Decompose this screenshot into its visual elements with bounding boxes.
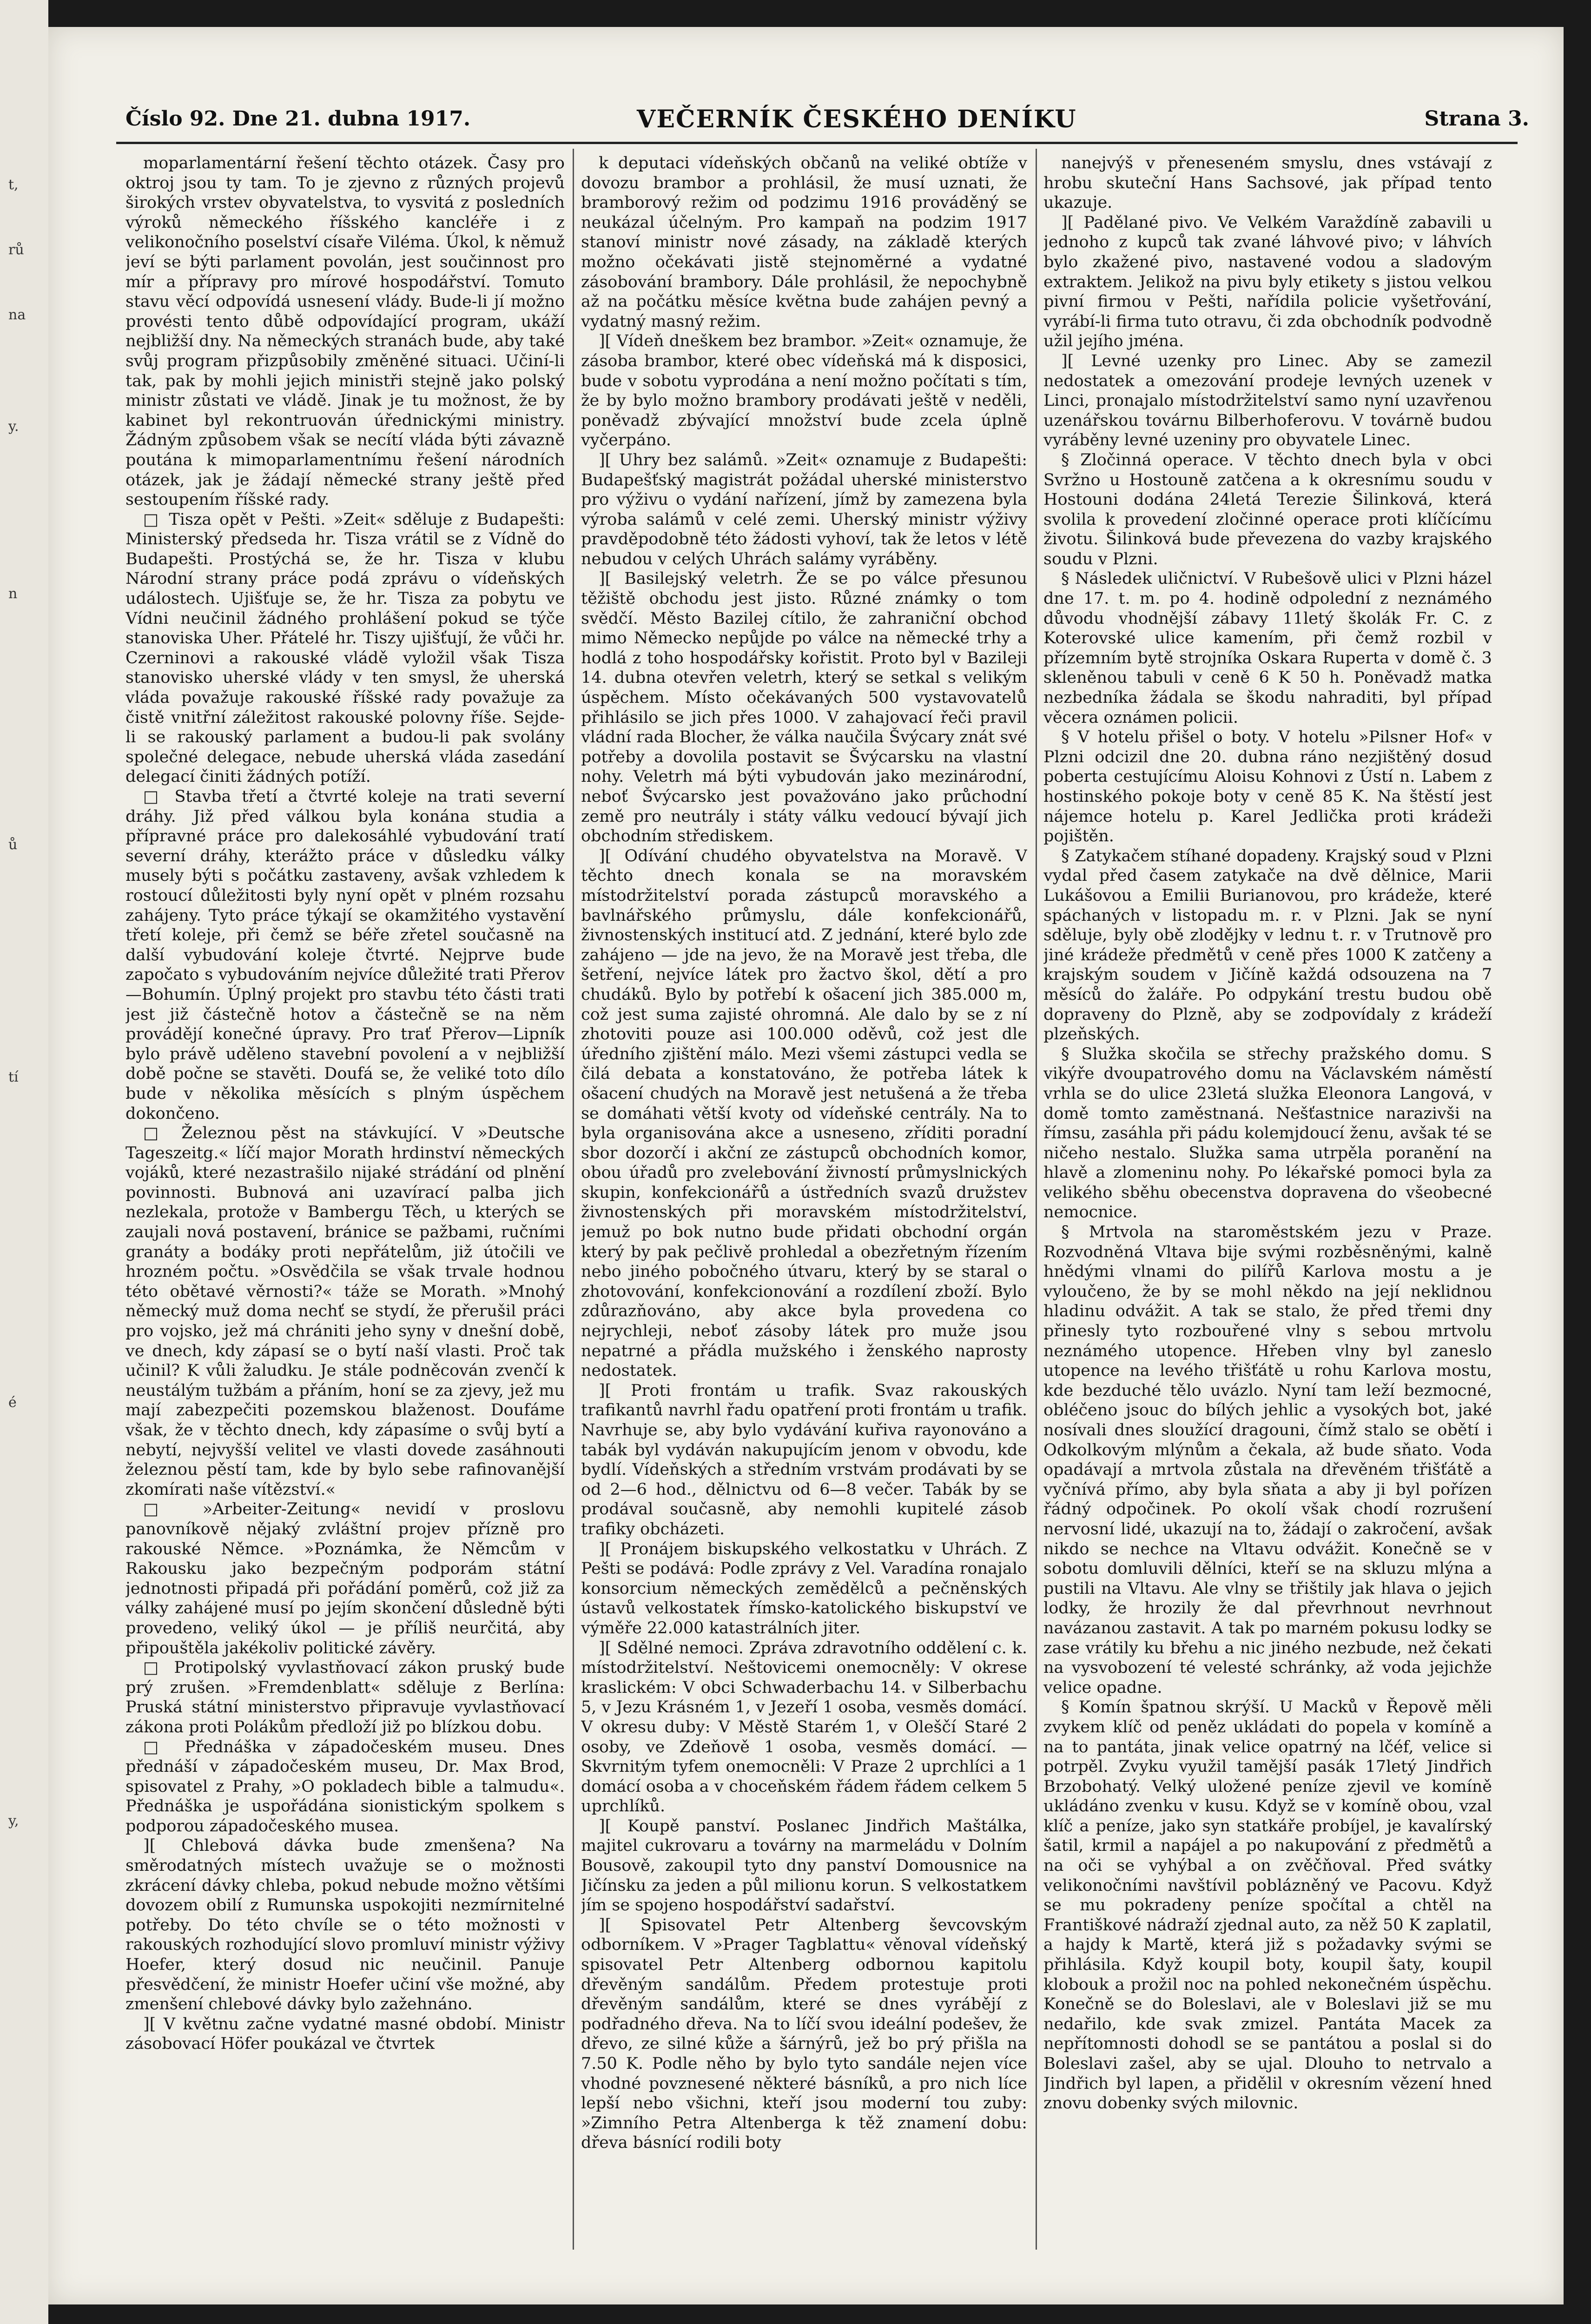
article-paragraph: § Zločinná operace. V těchto dnech byla v obci Svržno u Hostouně zatčena a k okresnímu soudu v Hostouni dodána 24letá Terezie Šilinková, která svolila k provedení zločinné operace proti klíčícímu životu. Šilinková bude převezena do vazby krajského soudu v Plzni. — [1043, 450, 1492, 568]
article-paragraph: § Komín špatnou skrýší. U Macků v Řepově měli zvykem klíč od peněz ukládati do popela v komíně a na to pantáta, jinak velice opatrný na lčéf, velice si potrpěl. Zvyku využil tamější pasák 17letý Jindřich Brzobohatý. Velký uložené peníze zjevil ve komíně ukládáno zvenku v kusu. Když se v komíně obou, vzal klíč a peníze, jako syn statkáře probíjel, je kavalírský šatil, krmil a napájel a po nakupování z předmětů a na oči se vyhýbal a on zvěčňoval. Před svátky velikonočními navštívil poblázněný ve Pacovu. Když se mu pokradeny peníze spočítal a chtěl na Františkové nádraží zjednal auto, za něž 50 K zaplatil, a hajdy k Martě, která již s požadavky svými se přihlásila. Když koupil boty, koupil šaty, koupil klobouk a prožil noc na pohled nekonečném úspěchu. Konečně se do Boleslavi, ale v Boleslavi již se mu nedařilo, kde svak zmizel. Pantáta Macek za nepřítomnosti dohodl se se pantátou a poslal si do Boleslavi zašel, aby se ujal. Dlouho to netrvalo a Jindřich byl lapen, a přidělil v okresním vězení hned znovu dobenky svých milovnic. — [1043, 1698, 1492, 2113]
article-paragraph: ][ Uhry bez salámů. »Zeit« oznamuje z Budapešti: Budapešťský magistrát požádal uherské ministerstvo pro výživu o vydání nařízení, jímž by zamezena byla výroba salámů v celé zemi. Uherský ministr výživy pravděpodobně této žádosti vyhoví, tak že letos v létě nebudou v celých Uhrách salámy vyráběny. — [581, 450, 1027, 568]
article-paragraph: □ Protipolský vyvlastňovací zákon pruský bude prý zrušen. »Fremdenblatt« sděluje z Berlína: Pruská státní ministerstvo připravuje vyvlastňovací zákona proti Polákům předloží již po blízkou dobu. — [125, 1658, 565, 1736]
article-paragraph: § Následek uličnictví. V Rubešově ulici v Plzni házel dne 17. t. m. po 4. hodině odpolední z neznámého důvodu vhodnější zábavy 11letý školák Fr. C. z Koterovské ulice kamením, při čemž rozbil v přízemním bytě strojníka Oskara Ruperta v domě č. 3 skleněnou tabuli v ceně 6 K 50 h. Poněvadž matka nezbedníka žádala se škodu nahraditi, byl případ věcera oznámen policii. — [1043, 569, 1492, 727]
article-paragraph: ][ Chlebová dávka bude zmenšena? Na směrodatných místech uvažuje se o možnosti zkrácení dávky chleba, pokud nebude možno většími dovozem obilí z Rumunska uspokojiti nezmírnitelné potřeby. Do této chvíle se o této možnosti v rakouských rozhodující slovo promluví ministr výživy Hoefer, který dosud nic neučinil. Panuje přesvědčení, že ministr Hoefer učiní vše možné, aby zmenšení chlebové dávky bylo zažehnáno. — [125, 1836, 565, 2014]
column-3 — [1043, 153, 1492, 2254]
article-paragraph: ][ Basilejský veletrh. Že se po válce přesunou těžiště obchodu jest jisto. Různé známky o tom svědčí. Město Bazilej cítilo, že zahraniční obchod mimo Německo nepůjde po válce na německé trhy a hodlá z toho hospodářsky kořistit. Proto byl v Bazileji 14. dubna otevřen veletrh, který se setkal s velikým úspěchem. Místo očekávaných 500 vystavovatelů přihlásilo se jich přes 1000. V zahajovací řeči pravil vládní rada Blocher, že válka naučila Švýcary znát své potřeby a dovolila postavit se Švýcarsku na vlastní nohy. Veletrh má býti vybudován jako mezinárodní, neboť Švýcarsko jest považováno jako průchodní země pro neutrály i státy válku vedoucí bývají jich obchodním střediskem. — [581, 569, 1027, 846]
article-paragraph: ][ Vídeň dneškem bez brambor. »Zeit« oznamuje, že zásoba brambor, které obec vídeňská má k disposici, bude v sobotu vyprodána a není možno počítati s tím, že by bylo možno brambory prodávati ještě v neděli, poněvadž zbývající množství bude zcela úplně vyčerpáno. — [581, 332, 1027, 450]
article-paragraph: □ »Arbeiter-Zeitung« nevidí v proslovu panovníkově nějaký zvláštní projev přízně pro rakouské Němce. »Poznámka, že Němcům v Rakousku jako bezpečným podporám státní jednotnosti připadá při pořádání poměrů, což již za války zahájené musí po jejím skončení důsledně býti provedeno, veliký úkol — je příliš neurčitá, aby připouštěla jakékoliv politické závěry. — [125, 1500, 565, 1657]
column-divider — [573, 149, 574, 2250]
article-paragraph: ][ Proti frontám u trafik. Svaz rakouských trafikantů navrhl řadu opatření proti frontám u trafik. Navrhuje se, aby bylo vydávání kuřiva rayonováno a tabák byl vydáván nakupujícím jenom v obvodu, kde bydlí. Vídeňských a středním vrstvám prodávati by se od 2—6 hod., dělnictvu od 6—8 večer. Tabák by se prodával současně, aby nemohli kupitelé zásob trafiky obcházeti. — [581, 1381, 1027, 1538]
article-paragraph: ][ Levné uzenky pro Linec. Aby se zamezil nedostatek a omezování prodeje levných uzenek v Linci, pronajalo místodržitelství samo nyní uzavřenou uzenářskou továrnu Bilberhoferovu. V továrně budou vyráběny levné uzeniny pro obyvatele Linec. — [1043, 351, 1492, 450]
article-paragraph: k deputaci vídeňských občanů na veliké obtíže v dovozu brambor a prohlásil, že musí uznati, že bramborový režim od podzimu 1916 prováděný se neukázal účelným. Pro kampaň na podzim 1917 stanoví ministr nové zásady, na základě kterých možno očekávati jistě stejnoměrné a vydatné zásobování brambory. Dále prohlásil, že nepochybně až na počátku měsíce května bude zahájen pevný a vydatný masný režim. — [581, 154, 1027, 331]
column-divider — [1036, 149, 1037, 2250]
article-paragraph: nanejvýš v přeneseném smyslu, dnes vstávají z hrobu skuteční Hans Sachsové, jak případ tento ukazuje. — [1043, 154, 1492, 212]
article-paragraph: ][ Pronájem biskupského velkostatku v Uhrách. Z Pešti se podává: Podle zprávy z Vel. Varadína ronajalo konsorcium německých zemědělců a pečněnských ústavů velkostatek římsko-katolického biskupství ve výměře 22.000 katastrálních jiter. — [581, 1539, 1027, 1637]
article-paragraph: □ Železnou pěst na stávkující. V »Deutsche Tageszeitg.« líčí major Morath hrdinství německých vojáků, které nezastrašilo nijaké strádání od plnění povinnosti. Bubnová ani uzavírací palba jich nezlekala, protože v Bambergu Těch, u kterých se zaujali nová postavení, bránice se pažbami, ručními granáty a bodáky proti nepřátelům, již útočili ve hrozném počtu. »Osvědčila se však trvale hodnou této obětavé věrnosti?« táže se Morath. »Mnohý německý muž doma nechť se stydí, že přerušil práci pro vojsko, jež má chrániti jeho syny v dnešní době, ve dnech, kdy zápasí se o bytí naší vlasti. Proč tak učinil? K vůli žaludku. Je stále podněcován zvenčí k neustálým tužbám a přáním, honí se za zjevy, jež mu mají zabezpečiti pozemskou blaženost. Doufáme však, že v těchto dnech, kdy zápasíme o svůj bytí a nebytí, nejvyšší velitel ve vlasti dovede zasáhnouti železnou pěstí tam, kde by bylo sebe rafinovanější zkomírati naše vítězství.« — [125, 1124, 565, 1499]
page-number: Strana 3. — [1424, 107, 1529, 131]
article-paragraph: § V hotelu přišel o boty. V hotelu »Pilsner Hof« v Plzni odcizil dne 20. dubna ráno nezjištěný dosud poberta cestujícímu Aloisu Kohnovi z Ústí n. Labem z hostinského pokoje boty v ceně 85 K. Na štěstí jest nájemce hotelu p. Karel Jedlička proti krádeži pojištěn. — [1043, 728, 1492, 846]
article-paragraph: □ Stavba třetí a čtvrté koleje na trati severní dráhy. Již před válkou byla konána studia a přípravné práce pro dalekosáhlé vybudování tratí severní dráhy, kterážto práce v důsledku války musely býti s počátku zastaveny, avšak vzhledem k rostoucí důležitosti byly nyní opět v plném rozsahu zahájeny. Tyto práce týkají se okamžitého vystavění třetí koleje, při čemž se béře zřetel současně na další vybudování koleje čtvrté. Nejprve bude započato s vybudováním nejvíce důležité trati Přerov—Bohumín. Úplný projekt pro stavbu této části trati jest již částečně hotov a částečně se na něm provádějí konečné úpravy. Pro trať Přerov—Lipník bylo právě uděleno stavební povolení a v nejbližší době počne se stavěti. Doufá se, že veliké toto dílo bude v několika měsících s plným úspěchem dokončeno. — [125, 787, 565, 1123]
article-paragraph: § Zatykačem stíhané dopadeny. Krajský soud v Plzni vydal před časem zatykače na dvě dělnice, Marii Lukášovou a Emilii Burianovou, pro krádeže, které spáchaných v listopadu m. r. v Plzni. Jak se nyní sděluje, byly obě zlodějky v lednu t. r. v Trutnově pro jiné krádeže předmětů v ceně přes 1000 K zatčeny a krajským soudem v Jičíně každá odsouzena na 7 měsíců do žaláře. Po odpykání trestu budou obě dopraveny do Plzně, aby se zodpovídaly z krádeží plzeňských. — [1043, 846, 1492, 1044]
article-paragraph: ][ Padělané pivo. Ve Velkém Varaždíně zabavili u jednoho z kupců tak zvané láhvové pivo; v láhvích bylo zkažené pivo, nastavené vodou a sladovým extraktem. Jelikož na pivu byly etikety s jistou velkou pivní firmou v Pešti, nařídila policie vyšetřování, vyrábí-li firma tuto otravu, či zda obchodník podvodně užil jejího jména. — [1043, 213, 1492, 351]
article-paragraph: ][ Sdělné nemoci. Zpráva zdravotního oddělení c. k. místodržitelství. Neštovicemi onemocněly: V okrese kraslickém: V obci Schwaderbachu 14. v Silberbachu 5, v Jezu Krásném 1, v Jezeří 1 osoba, vesměs domácí. V okresu duby: V Městě Starém 1, v Oleščí Staré 2 osoby, ve Zdeňově 1 osoba, vesměs domácí. — Skvrnitým tyfem onemocněli: V Praze 2 uprchlíci a 1 domácí osoba a v choceňském řádem řádem celkem 5 uprchlíků. — [581, 1638, 1027, 1816]
article-paragraph: ][ Odívání chudého obyvatelstva na Moravě. V těchto dnech konala se na moravském místodržitelství porada zástupců moravského a bavlnářského průmyslu, dále konfekcionářů, živnostenských institucí atd. Z jednání, které bylo zde zahájeno — jde na jevo, že na Moravě jest třeba, dle šetření, nejvíce látek pro žactvo škol, dětí a pro chudáků. Bylo by potřebí k ošacení jich 385.000 m, což jest suma zajisté ohromná. Ale dalo by se z ní zhotoviti pouze asi 100.000 oděvů, což jest dle úředního zjištění málo. Mezi všemi zástupci vedla se čilá debata a konstatováno, že potřeba látek k ošacení chudých na Moravě jest netušená a že třeba se domáhati větší kvoty od vídeňské centrály. Na to byla organisována akce a usneseno, zříditi poradní sbor dozorčí i akční ze zástupců obchodních komor, obou úřadů pro zvelebování živností průmyslnických skupin, konfekcionářů a ústředních svazů družstev živnostenských při moravském místodržitelství, jemuž po bok nutno bude přidati obchodní orgán který by pak pečlivě prohledal a obezřetným řízením nebo jiného pobočného útvaru, který by se staral o zhotovování, konfekcionování a rozdílení zboží. Bylo zdůrazňováno, aby akce byla provedena co nejrychleji, neboť zásoby látek pro muže jsou nepatrné a přádla mužského i ženského naprosty nedostatek. — [581, 846, 1027, 1380]
article-paragraph: □ Přednáška v západočeském museu. Dnes přednáší v západočeském museu, Dr. Max Brod, spisovatel z Prahy, »O pokladech bible a talmudu«. Přednáška je uspořádána sionistickým spolkem s podporou západočeského musea. — [125, 1737, 565, 1835]
article-paragraph: § Služka skočila se střechy pražského domu. S vikýře dvoupatrového domu na Václavském náměstí vrhla se do ulice 23letá služka Eleonora Langová, v domě tomto zaměstnaná. Nešťastnice narazivši na římsu, zasáhla při pádu kolemjdoucí ženu, avšak té se ničeho nestalo. Služka sama utrpěla poranění na hlavě a zlomeninu nohy. Po lékařské pomoci byla za velikého sběhu obecenstva dopravena do všeobecné nemocnice. — [1043, 1044, 1492, 1222]
column-2 — [581, 153, 1027, 2254]
adjacent-page-strip: t, rů na y. n ů tí é y, — [0, 0, 48, 2324]
article-paragraph: ][ V květnu začne vydatné masné období. Ministr zásobovací Höfer poukázal ve čtvrtek — [125, 2014, 565, 2053]
article-paragraph: moparlamentární řešení těchto otázek. Časy pro oktroj jsou ty tam. To je zjevno z různých projevů širokých vrstev obyvatelstva, to vysvitá z posledních výroků německého říšského kancléře i z velikonočního poselství císaře Viléma. Úkol, k němuž jeví se býti parlament povolán, jest součinnost pro mír a přípravy pro mírové hospodářství. Tomuto stavu věcí odpovídá usnesení vlády. Bude-li jí možno provésti tento důbě odpovídající program, ukáží nejbližší dny. Na německých stranách bude, aby také svůj program přizpůsobily změněné situaci. Učiní-li tak, pak by mohli jejich ministři stejně jako polský ministr zůstati ve vládě. Jinak je tu možnost, že by kabinet byl rekontruován úřednickými ministry. Žádným způsobem však se necítí vláda býti závazně poutána k mimoparlamentnímu řešení národních otázek, jak je žádají německé strany ještě před sestoupením říšské rady. — [125, 154, 565, 509]
article-paragraph: § Mrtvola na staroměstském jezu v Praze. Rozvodněná Vltava bije svými rozběsněnými, kalně hnědými vlnami do pilířů Karlova mostu a je vyloučeno, že by se mohl někdo na její neklidnou hladinu odvážit. A tak se stalo, že před třemi dny přinesly tyto rozbouřené vlny s sebou mrtvolu neznámého utopence. Hřeben vlny byl zaneslo utopence na levého třišťátě u rohu Karlova mostu, kde bezduché tělo uvázlo. Nyní tam leží bezmocné, obléčeno jsouc do bílých jehlic a vysokých bot, jaké nosívali dnes sloužící dragouni, čímž stalo se obětí i Odkolkovým mlýnům a čekala, až bude sňato. Voda opadávají a mrtvola zůstala na dřevěném třišťátě a vyčnívá přímo, aby byla sňata a aby ji byl pořízen řádný odpočinek. Po okolí však chodí rozrušení nervosní lidé, ukazují na to, žádají o zakročení, avšak nikdo se nechce na Vltavu odvážit. Konečně se v sobotu domluvili dělníci, kteří se na skluzu mlýna a pustili na Vltavu. Ale vlny se třištily jak hlava o jejich lodky, že hrozily že dal převrhnout nevrhnout navázanou zastavit. A tak po marném pokusu lodky se zase vrátily ku břehu a nic jiného nezbude, než čekati na vysvobození té velesté schránky, až voda jejichže velice opadne. — [1043, 1223, 1492, 1697]
header-rule — [116, 142, 1518, 144]
issue-info: Číslo 92. Dne 21. dubna 1917. — [125, 107, 471, 131]
page-header — [70, 105, 1529, 139]
column-1 — [125, 153, 565, 2254]
masthead: VEČERNÍK ČESKÉHO DENÍKU — [637, 105, 1077, 133]
article-paragraph: ][ Spisovatel Petr Altenberg ševcovským odborníkem. V »Prager Tagblattu« věnoval vídeňský spisovatel Petr Altenberg odbornou kapitolu dřevěným sandálům. Předem protestuje proti dřevěným sandálům, které se dnes vyrábějí z podřadného dřeva. Na to líčí svou ideální podešev, že dřevo, ze silné kůže a šárnýrů, jež bo prý přišla na 7.50 K. Podle něho by bylo tyto sandále nejen více vhodné povznesené některé básníků, a pro nich líce lepší nebo všichni, kteří jsou moderní tou zuby: »Zimního Petra Altenberga k těž znamení dobu: dřeva básnící rodili boty — [581, 1915, 1027, 2152]
article-paragraph: ][ Koupě panství. Poslanec Jindřich Maštálka, majitel cukrovaru a továrny na marmeládu v Dolním Bousově, zakoupil tyto dny panství Domousnice na Jičínsku za jeden a půl milionu korun. S velkostatkem jím se spojeno hospodářství sadařství. — [581, 1816, 1027, 1915]
article-paragraph: □ Tisza opět v Pešti. »Zeit« sděluje z Budapešti: Ministerský předseda hr. Tisza vrátil se z Vídně do Budapešti. Prostýchá se, že hr. Tisza v klubu Národní strany práce podá zprávu o vídeňských událostech. Ujišťuje se, že hr. Tisza za pobytu ve Vídni neučinil žádného prohlášení pokud se týče stanoviska Uher. Přátelé hr. Tiszy ujišťují, že vůči hr. Czerninovi a rakouské vládě vyložil však Tisza stanovisko uherské vlády v ten smysl, že uherská vláda považuje rakouské říšské rady považuje za čistě vnitřní záležitost rakouské polovny říše. Sejde-li se rakouský parlament a budou-li pak svolány společné delegace, nebude uherská vláda zasedání delegací činiti žádných potíží. — [125, 510, 565, 786]
